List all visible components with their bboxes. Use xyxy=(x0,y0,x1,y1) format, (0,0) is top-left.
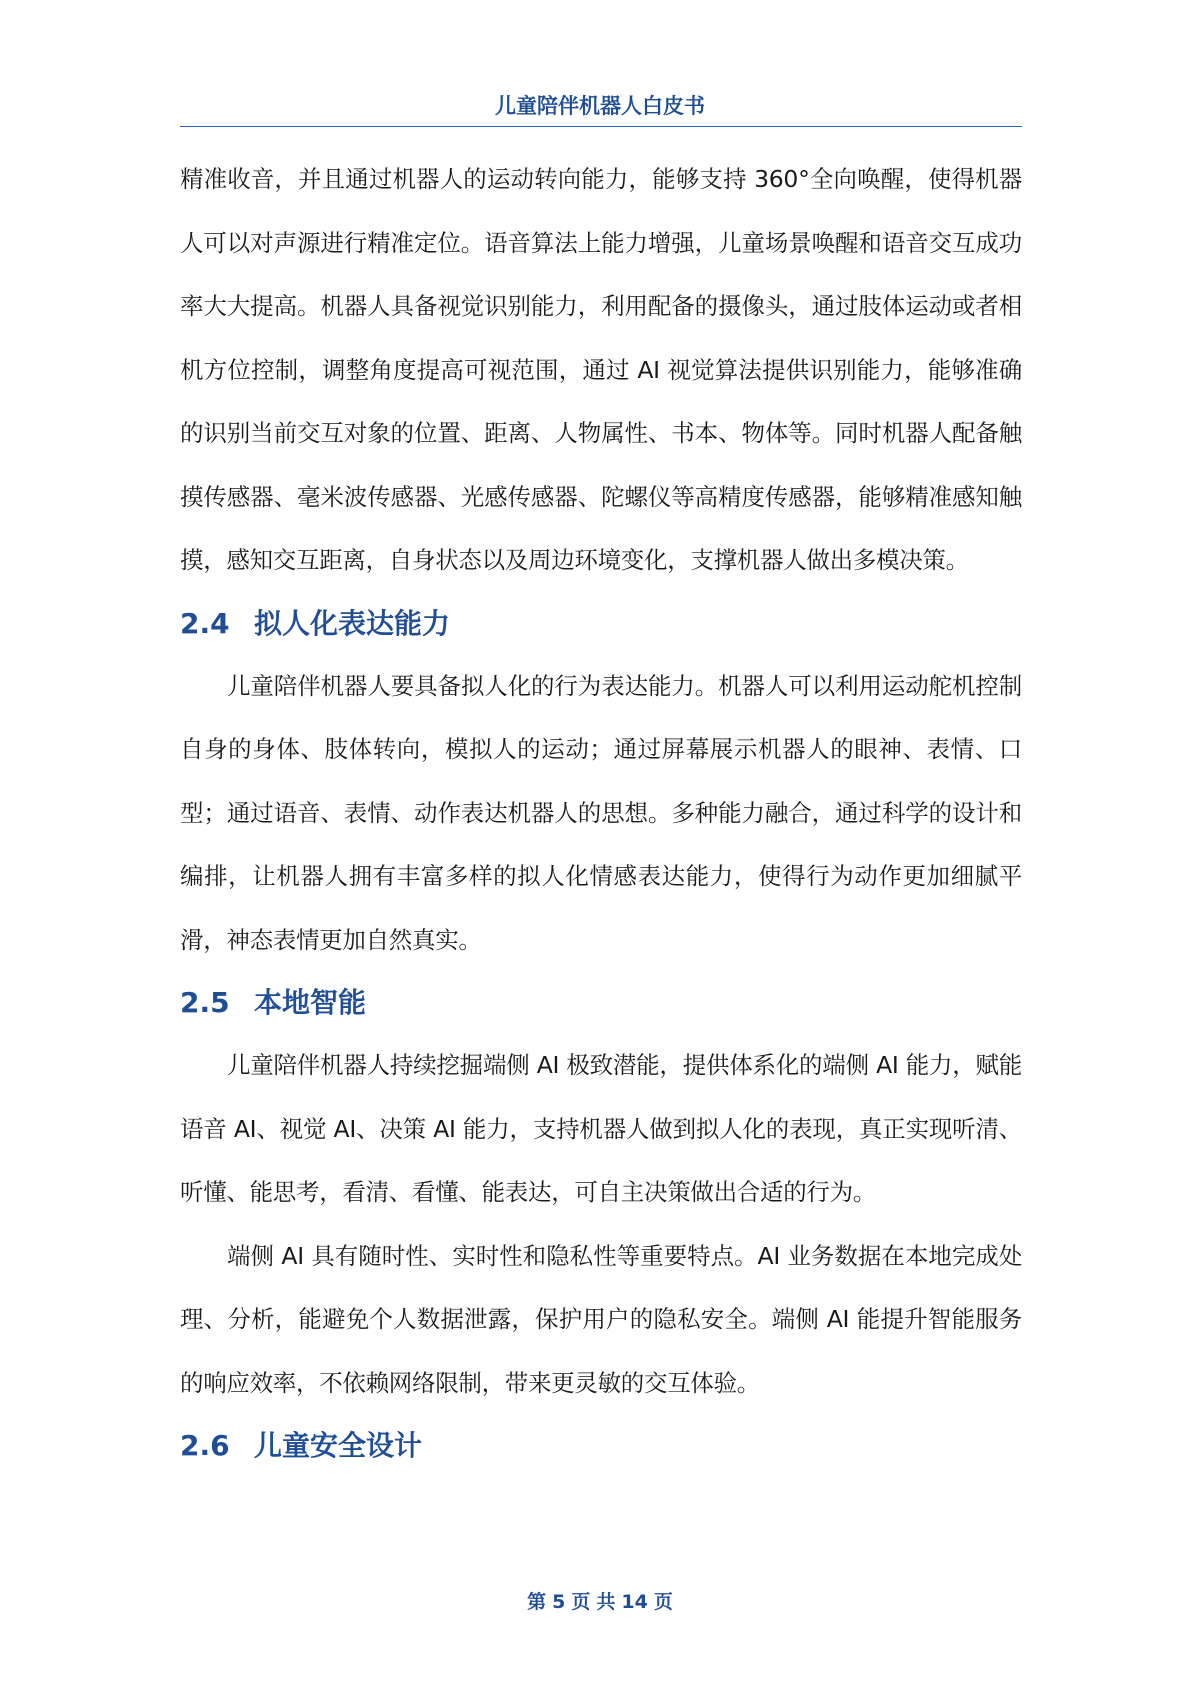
paragraph-local-intelligence-2: 端侧 AI 具有随时性、实时性和隐私性等重要特点。AI 业务数据在本地完成处理、分析，能避免个人数据泄露，保护用户的隐私安全。端侧 AI 能提升智能服务的响应效率，不依赖网络限制，带来更灵敏的交互体验。 xyxy=(180,1241,1022,1397)
footer-word: 页 xyxy=(571,1591,591,1613)
page-total: 14 xyxy=(621,1591,648,1613)
footer-word: 第 xyxy=(527,1591,547,1613)
paragraph-sensing-continued: 精准收音，并且通过机器人的运动转向能力，能够支持 360°全向唤醒，使得机器人可以对声源进行精准定位。语音算法上能力增强，儿童场景唤醒和语音交互成功率大大提高。机器人具备视觉识别能力，利用配备的摄像头，通过肢体运动或者相机方位控制，调整角度提高可视范围，通过 AI 视觉算法提供识别能力，能够准确的识别当前交互对象的位置、距离、人物属性、书本、物体等。同时机器人配备触摸传感器、毫米波传感器、光感传感器、陀螺仪等高精度传感器，能够精准感知触摸，感知交互距离，自身状态以及周边环境变化，支撑机器人做出多模决策。 xyxy=(180,165,1022,574)
page-footer xyxy=(0,1587,1200,1614)
header-rule xyxy=(180,126,1022,127)
section-title: 儿童安全设计 xyxy=(254,1429,423,1462)
section-heading-2-6 xyxy=(180,1415,1022,1477)
page-content xyxy=(180,148,1022,1477)
section-heading-2-4 xyxy=(180,593,1022,655)
paragraph-local-intelligence-1: 儿童陪伴机器人持续挖掘端侧 AI 极致潜能，提供体系化的端侧 AI 能力，赋能语音 AI、视觉 AI、决策 AI 能力，支持机器人做到拟人化的表现，真正实现听清、听懂、能思考，看清、看懂、能表达，可自主决策做出合适的行为。 xyxy=(180,1051,1022,1206)
section-number: 2.4 xyxy=(180,606,230,640)
header-title: 儿童陪伴机器人白皮书 xyxy=(495,94,705,118)
page-number: 5 xyxy=(552,1591,566,1613)
footer-word: 页 xyxy=(653,1591,673,1613)
section-title: 本地智能 xyxy=(254,986,367,1019)
section-heading-2-5 xyxy=(180,972,1022,1034)
footer-word: 共 xyxy=(596,1591,616,1613)
section-number: 2.5 xyxy=(180,986,230,1019)
paragraph-anthropomorphic-expression: 儿童陪伴机器人要具备拟人化的行为表达能力。机器人可以利用运动舵机控制自身的身体、肢体转向，模拟人的运动；通过屏幕展示机器人的眼神、表情、口型；通过语音、表情、动作表达机器人的思想。多种能力融合，通过科学的设计和编排，让机器人拥有丰富多样的拟人化情感表达能力，使得行为动作更加细腻平滑，神态表情更加自然真实。 xyxy=(180,671,1022,954)
section-title: 拟人化表达能力 xyxy=(254,606,451,640)
section-number: 2.6 xyxy=(180,1429,230,1462)
